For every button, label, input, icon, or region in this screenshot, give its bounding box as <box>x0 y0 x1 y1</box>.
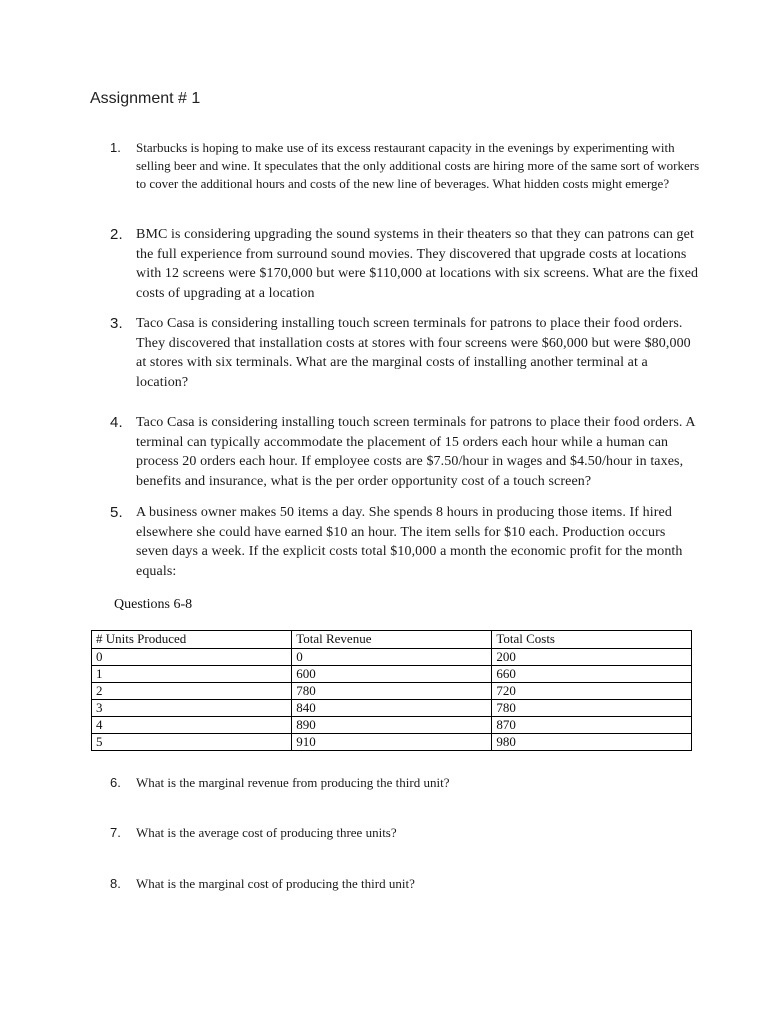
question-text: A business owner makes 50 items a day. She spends 8 hours in producing those items. If hired elsewhere she could have earned $10 an hour. The item sells for $10 each. Production occurs seven days a week. If the explicit costs total $10,000 a month the economic profit for the month equals: <box>136 505 683 579</box>
column-header: Total Revenue <box>292 631 492 649</box>
question-number: 4. <box>110 414 123 431</box>
question-8 <box>110 875 700 893</box>
table-cell: 720 <box>492 683 692 700</box>
document-title: Assignment # 1 <box>90 90 201 107</box>
question-number: 7. <box>110 825 121 840</box>
table-cell: 5 <box>92 734 292 751</box>
question-text: What is the marginal cost of producing the third unit? <box>136 876 415 891</box>
question-number: 3. <box>110 315 123 332</box>
table-cell: 0 <box>292 649 492 666</box>
table-cell: 910 <box>292 734 492 751</box>
question-3 <box>110 314 700 392</box>
question-4 <box>110 413 700 491</box>
table-cell: 660 <box>492 666 692 683</box>
table-row <box>92 734 692 751</box>
table-cell: 870 <box>492 717 692 734</box>
question-number: 5. <box>110 504 123 521</box>
table-cell: 3 <box>92 700 292 717</box>
question-1 <box>110 139 700 193</box>
question-number: 8. <box>110 876 121 891</box>
question-text: BMC is considering upgrading the sound systems in their theaters so that they can patrons can get the full experience from surround sound movies. They discovered that upgrade costs at locations with 12 screens were $170,000 but were $110,000 at locations with six screens. What are the fixed costs of upgrading at a location <box>136 227 699 301</box>
section-label: Questions 6-8 <box>114 597 193 612</box>
table-cell: 840 <box>292 700 492 717</box>
column-header: # Units Produced <box>92 631 292 649</box>
table-cell: 0 <box>92 649 292 666</box>
question-number: 1. <box>110 140 121 155</box>
table-cell: 600 <box>292 666 492 683</box>
question-text: Taco Casa is considering installing touch screen terminals for patrons to place their food orders. A terminal can typically accommodate the placement of 15 orders each hour while a human can process 20 orders each hour. If employee costs are $7.50/hour in wages and $4.50/hour in taxes, benefits and insurance, what is the per order opportunity cost of a touch screen? <box>136 415 695 489</box>
question-2 <box>110 225 700 303</box>
question-text: Starbucks is hoping to make use of its excess restaurant capacity in the evenings by experimenting with selling beer and wine. It speculates that the only additional costs are hiring more of the same sort of workers to cover the additional hours and costs of the new line of beverages. What hidden costs might emerge? <box>136 140 700 191</box>
table-cell: 200 <box>492 649 692 666</box>
question-7 <box>110 824 700 842</box>
table-cell: 780 <box>292 683 492 700</box>
table-cell: 980 <box>492 734 692 751</box>
question-number: 2. <box>110 226 123 243</box>
question-text: Taco Casa is considering installing touch screen terminals for patrons to place their food orders. They discovered that installation costs at stores with four screens were $60,000 but were $80,000 at stores with six terminals. What are the marginal costs of installing another terminal at a location? <box>136 316 691 390</box>
question-text: What is the marginal revenue from producing the third unit? <box>136 775 450 790</box>
table-cell: 2 <box>92 683 292 700</box>
question-text: What is the average cost of producing three units? <box>136 825 397 840</box>
table-row <box>92 683 692 700</box>
table-cell: 1 <box>92 666 292 683</box>
table-row <box>92 666 692 683</box>
table-header-row <box>92 631 692 649</box>
column-header: Total Costs <box>492 631 692 649</box>
question-6 <box>110 774 700 792</box>
table-cell: 4 <box>92 717 292 734</box>
question-5 <box>110 503 700 581</box>
data-table <box>91 630 692 751</box>
table-row <box>92 700 692 717</box>
table-row <box>92 717 692 734</box>
table-cell: 780 <box>492 700 692 717</box>
question-number: 6. <box>110 775 121 790</box>
table-row <box>92 649 692 666</box>
table-cell: 890 <box>292 717 492 734</box>
